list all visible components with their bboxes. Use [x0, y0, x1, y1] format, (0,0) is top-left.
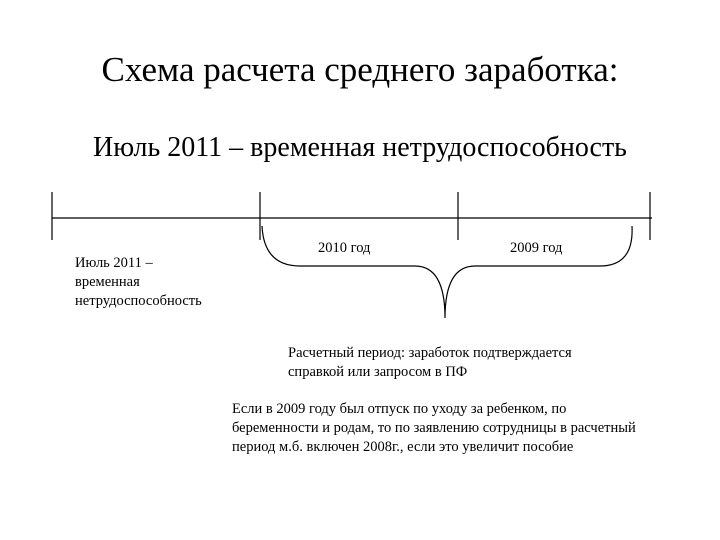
july-2011-label: Июль 2011 – временная нетрудоспособность	[75, 255, 202, 309]
calc-period-text: Расчетный период: заработок подтверждается справкой или запросом в ПФ	[288, 345, 572, 380]
year-2009-label: 2009 год	[510, 240, 563, 256]
note-text: Если в 2009 году был отпуск по уходу за ребенком, по беременности и родам, то по заявлению сотрудницы в расчетный период м.б. включен 2008г., если это увеличит пособие	[232, 401, 636, 455]
year-2010-label: 2010 год	[318, 240, 371, 256]
slide-title: Схема расчета среднего заработка:	[101, 50, 619, 89]
slide-subtitle: Июль 2011 – временная нетрудоспособность	[93, 132, 627, 163]
